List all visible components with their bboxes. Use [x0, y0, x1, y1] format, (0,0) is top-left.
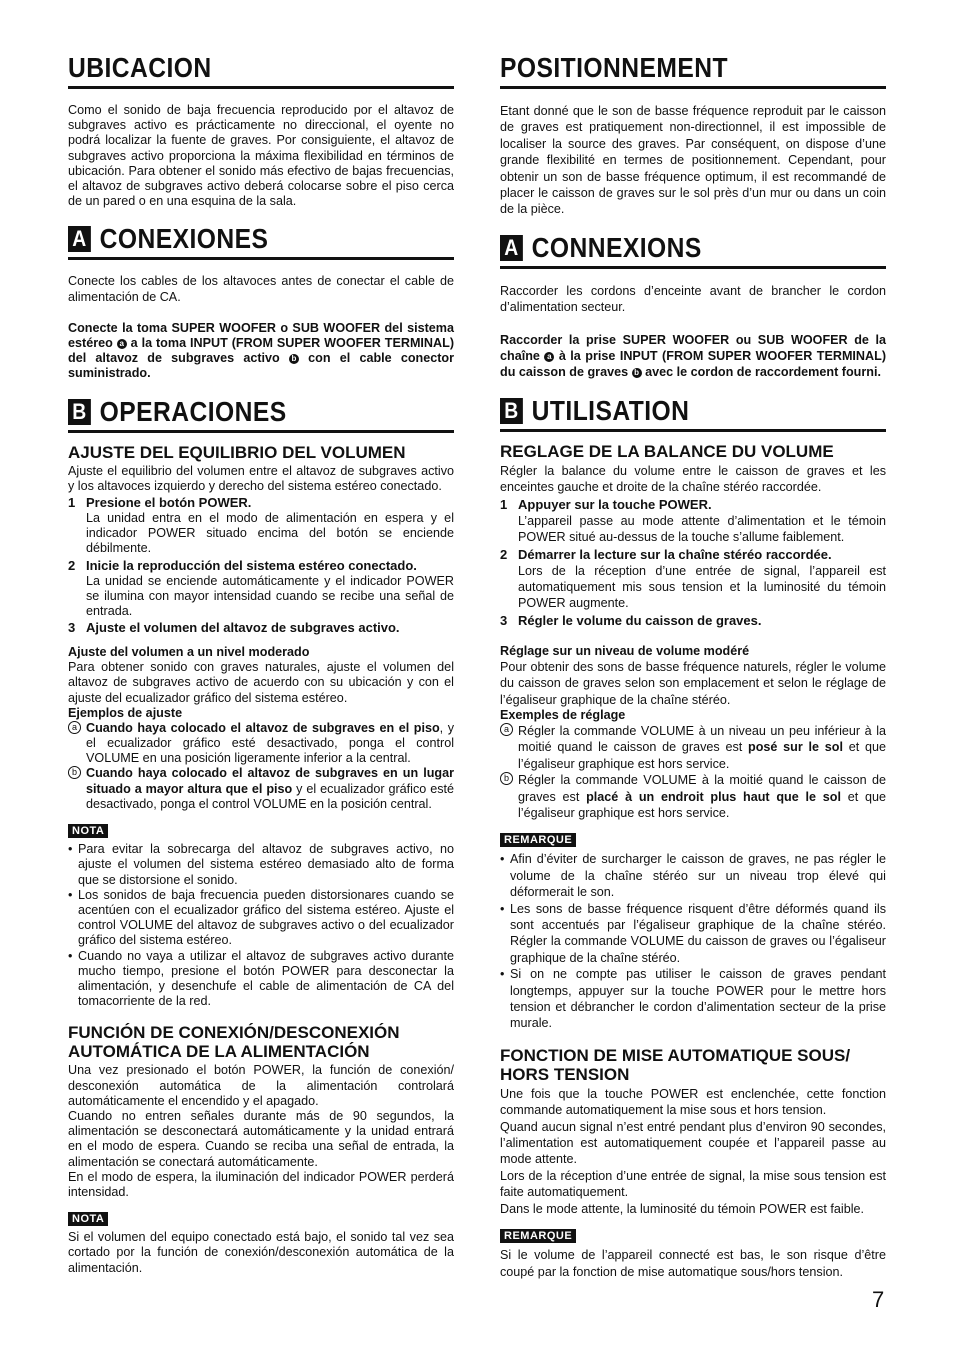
example-a: a Régler la commande VOLUME à un niveau un peu inférieur à la moitié quand le caisson de graves est posé sur le sol et que l’égaliseur graphique est hors service. — [500, 723, 886, 772]
example-b: b Régler la commande VOLUME à la moitié quand le caisson de graves est placé à un endroit plus haut que le sol et que l’égaliseur graphique est hors service. — [500, 772, 886, 821]
nota-bullet: • Cuando no vaya a utilizar el altavoz de subgraves activo durante mucho tiempo, presione el botón POWER para desconectar la alimentación, y desenchufe el cable de alimentación de CA del tomacorriente de la red. — [68, 949, 454, 1010]
heading-rule — [68, 257, 454, 260]
funcion-p1: Una vez presionado el botón POWER, la función de conexión/ desconexión automática de la alimentación controlará automáticamente el encendido y el apagado. — [68, 1063, 454, 1108]
funcion-p3: En el modo de espera, la iluminación del indicador POWER perderá intensidad. — [68, 1169, 454, 1199]
fonction-p1: Une fois que la touche POWER est enclenchée, cette fonction commande automatiquement la mise sous et hors tension. — [500, 1086, 886, 1118]
heading-conexiones — [68, 223, 408, 257]
moderado-body: Para obtener sonido con graves naturales, ajuste el volumen del altavoz de subgraves activo de acuerdo con su ubicación y con el ajuste del ecualizador gráfico del sistema estéreo. — [68, 660, 454, 705]
step-3: 3 Ajuste el volumen del altavoz de subgraves activo. — [68, 620, 400, 636]
step-1-body: L’appareil passe au mode attente d’alimentation et le témoin POWER situé au-dessus de la touche s’allume faiblement. — [518, 513, 886, 545]
fonction-p4: Dans le mode attente, la luminosité du témoin POWER est faible. — [500, 1201, 864, 1216]
example-a-icon: a — [500, 723, 513, 736]
example-b: b Cuando haya colocado el altavoz de subgraves en un lugar situado a mayor altura que el piso y el ecualizador gráfico esté desactivado, ponga el control VOLUME en la posición central. — [68, 766, 454, 812]
ubicacion-body: Como el sonido de baja frecuencia reproducido por el altavoz de subgraves activo es prácticamente no direccional, el oyente no podrá localizar la fuente de graves. Por consiguiente, el altavoz de subgraves activo proporciona la máxima flexibilidad en términos de ubicación. Para obtener el sonido más efectivo de bajas frecuencias, el altavoz de subgraves activo deberá colocarse sobre el piso cerca de un pared o en una esquina de la sala. — [68, 103, 454, 209]
step-2: 2 Démarrer la lecture sur la chaîne stéréo raccordée. — [500, 546, 832, 562]
modere-title: Réglage sur un niveau de volume modéré — [500, 643, 750, 658]
example-a-icon: a — [68, 721, 81, 734]
fonction-p2: Quand aucun signal n’est entré pendant plus d’environ 90 secondes, l’alimentation est automatiquement coupée et l’appareil passe au mode attente. — [500, 1119, 886, 1167]
nota2-body: Si el volumen del equipo conectado está bajo, el sonido tal vez sea cortado por la función de conexión/desconexión automática de la alimentación. — [68, 1230, 454, 1275]
spanish-column — [68, 52, 454, 1276]
remarque-badge: REMARQUE — [500, 1229, 576, 1243]
conexiones-p2: Conecte la toma SUPER WOOFER o SUB WOOFER del sistema estéreo a a la toma INPUT (FROM SUPER WOOFER TERMINAL) del altavoz de subgraves activo b con el cable conector suministrado. — [68, 320, 455, 381]
terminal-a-icon: a — [544, 352, 554, 362]
heading-operaciones — [68, 396, 408, 430]
reglage-body: Régler la balance du volume entre le caisson de graves et les enceintes gauche et droite de la chaîne stéréo raccordée. — [500, 463, 886, 495]
page-number: 7 — [872, 1287, 885, 1312]
ejemplos-title: Ejemplos de ajuste — [68, 705, 183, 720]
conexiones-title: CONEXIONES — [99, 223, 269, 255]
ajuste-title: AJUSTE DEL EQUILIBRIO DEL VOLUMEN — [68, 442, 406, 462]
modere-body: Pour obtenir des sons de basse fréquence naturels, régler le volume du caisson de graves selon son emplacement et selon le réglage de l’égaliseur graphique de la chaîne stéréo. — [500, 659, 886, 707]
step-1: 1 Appuyer sur la touche POWER. — [500, 496, 712, 512]
conexiones-p1: Conecte los cables de los altavoces antes de conectar el cable de alimentación de CA. — [68, 274, 454, 304]
positionnement-body: Etant donné que le son de basse fréquence reproduit par le caisson de graves est pratiquement non-directionnel, il est impossible de localiser la source des graves. Par conséquent, on dispose d’une grande flexibilité en termes de positionnement. Cependant, pour obtenir un son de basse fréquence optimum, il est recommandé de placer le caisson de graves sur le sol près d’un mur ou dans un coin de la pièce. — [500, 104, 886, 217]
example-a: a Cuando haya colocado el altavoz de subgraves en el piso, y el ecualizador gráfico esté desactivado, ponga el control VOLUME en una posición ligeramente inferior a la central. — [68, 721, 454, 767]
connexions-p2: Raccorder la prise SUPER WOOFER ou SUB WOOFER de la chaîne a à la prise INPUT (FROM SUPER WOOFER TERMINAL) du caisson de graves b avec le cordon de raccordement fourni. — [500, 332, 887, 380]
step-2-body: La unidad se enciende automáticamente y el indicador POWER se ilumina con mayor intensidad cuando se recibe una señal de entrada. — [86, 573, 454, 619]
heading-rule — [500, 429, 886, 432]
remarque-bullet: • Afin d’éviter de surcharger le caisson de graves, ne pas régler le volume de la chaîne stéréo sur un niveau trop élevé qui déformerait le son. — [500, 851, 886, 900]
reglage-title: REGLAGE DE LA BALANCE DU VOLUME — [500, 441, 834, 461]
nota-bullet: • Para evitar la sobrecarga del altavoz de subgraves activo, no ajuste el volumen del sistema estéreo demasiado alto de forma que se distorsione el sonido. — [68, 842, 454, 888]
terminal-b-icon: b — [632, 368, 642, 378]
heading-utilisation — [500, 395, 840, 429]
step-1: 1 Presione el botón POWER. — [68, 495, 252, 511]
ajuste-body: Ajuste el equilibrio del volumen entre el altavoz de subgraves activo y los altavoces izquierdo y derecho del sistema estéreo conectado. — [68, 463, 454, 493]
heading-rule — [500, 86, 886, 89]
moderado-title: Ajuste del volumen a un nivel moderado — [68, 645, 310, 660]
step-2: 2 Inicie la reproducción del sistema estéreo conectado. — [68, 557, 417, 573]
section-a-icon: A — [68, 226, 91, 252]
heading-ubicacion: UBICACION — [68, 52, 212, 83]
french-column — [500, 52, 886, 1280]
utilisation-title: UTILISATION — [531, 394, 690, 426]
remarque-bullet: • Si on ne compte pas utiliser le caisson de graves pendant longtemps, appuyer sur la touche POWER pour le mettre hors tension et débrancher le cordon d’alimentation secteur de la prise murale. — [500, 966, 886, 1032]
nota-badge: NOTA — [68, 824, 108, 838]
heading-positionnement: POSITIONNEMENT — [500, 52, 728, 83]
nota-badge: NOTA — [68, 1212, 108, 1226]
remarque-badge: REMARQUE — [500, 833, 576, 847]
section-b-icon: B — [500, 398, 523, 424]
example-b-icon: b — [500, 772, 513, 785]
example-b-icon: b — [68, 766, 81, 779]
section-b-icon: B — [68, 399, 91, 425]
fonction-title: FONCTION DE MISE AUTOMATIQUE SOUS/ HORS TENSION — [500, 1045, 851, 1084]
step-2-body: Lors de la réception d’une entrée de signal, l’appareil est automatiquement mis sous tension et la luminosité du témoin POWER augmente. — [518, 563, 886, 611]
remarque2-body: Si le volume de l’appareil connecté est bas, le son risque d’être coupé par la fonction de mise automatique sous/hors tension. — [500, 1248, 886, 1279]
heading-connexions — [500, 232, 840, 266]
terminal-b-icon: b — [289, 354, 299, 364]
fonction-p3: Lors de la réception d’une entrée de signal, la mise sous tension est faite automatiquement. — [500, 1168, 886, 1200]
nota-bullet: • Los sonidos de baja frecuencia pueden distorsionares cuando se acentúen con el ecualizador gráfico del sistema estéreo. Ajuste el control VOLUME del altavoz de subgraves activo o del ecualizador gráfico del sistema estéreo. — [68, 888, 454, 949]
exemples-title: Exemples de réglage — [500, 707, 626, 722]
step-3: 3 Régler le volume du caisson de graves. — [500, 612, 762, 628]
heading-rule — [68, 86, 454, 89]
terminal-a-icon: a — [117, 339, 127, 349]
heading-rule — [500, 266, 886, 269]
section-a-icon: A — [500, 235, 523, 261]
funcion-p2: Cuando no entren señales durante más de 90 segundos, la alimentación se desconectará automáticamente y la unidad entrará en el modo de espera. Cuando se reciba una señal de entrada, la alimentación se conectará automáticamente. — [68, 1108, 454, 1169]
step-1-body: La unidad entra en el modo de alimentación en espera y el indicador POWER situado encima del botón se enciende débilmente. — [86, 511, 454, 556]
funcion-title: FUNCIÓN DE CONEXIÓN/DESCONEXIÓN AUTOMÁTICA DE LA ALIMENTACIÓN — [68, 1023, 400, 1062]
connexions-p1: Raccorder les cordons d’enceinte avant de brancher le cordon d’alimentation secteur. — [500, 283, 886, 315]
connexions-title: CONNEXIONS — [531, 231, 702, 263]
remarque-bullet: • Les sons de basse fréquence risquent d’être déformés quand ils sont accentués par l’égaliseur graphique de la chaîne stéréo. Régler la commande VOLUME du caisson de graves ou l’égaliseur graphique de la chaîne stéréo. — [500, 901, 886, 967]
heading-rule — [68, 430, 454, 433]
operaciones-title: OPERACIONES — [99, 395, 287, 427]
